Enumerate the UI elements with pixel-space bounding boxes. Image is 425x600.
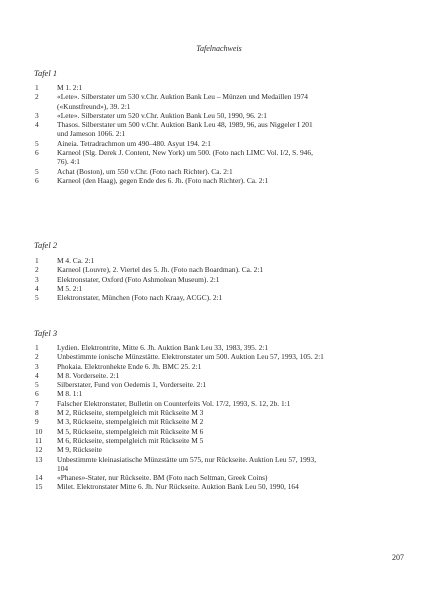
list-item bbox=[34, 380, 404, 389]
entry-text: Aineia. Tetradrachmon um 490–480. Asyut 194. 2:1 bbox=[57, 138, 211, 148]
list-item bbox=[34, 92, 404, 111]
list-item bbox=[34, 148, 404, 167]
entry-number: 6 bbox=[35, 148, 39, 158]
entry-text: «Lete». Silberstater um 530 v.Chr. Auktion Bank Leu – Münzen und Medaillen 1974 («Kunstfreund»), 39. 2:1 bbox=[57, 92, 308, 111]
entry-text: M 6, Rückseite, stempelgleich mit Rückseite M 5 bbox=[57, 435, 204, 445]
section-title-tafel-1: Tafel 1 bbox=[34, 68, 58, 78]
list-item bbox=[34, 408, 404, 417]
entry-number: 5 bbox=[35, 166, 39, 176]
list-item bbox=[34, 436, 404, 445]
list-item bbox=[34, 417, 404, 426]
entry-number: 4 bbox=[35, 120, 39, 130]
entry-text: Phokaia. Elektronhekte Ende 6. Jh. BMC 25. 2:1 bbox=[57, 361, 202, 371]
entry-number: 9 bbox=[35, 417, 39, 427]
entry-text: Falscher Elektronstater, Bulletin on Counterfeits Vol. 17/2, 1993, S. 12, 2b. 1:1 bbox=[57, 398, 291, 408]
entry-text: Milet. Elektronstater Mitte 6. Jh. Nur Rückseite. Auktion Bank Leu 50, 1990, 164 bbox=[57, 482, 299, 492]
list-item bbox=[34, 482, 404, 491]
entry-number: 1 bbox=[35, 256, 39, 265]
entry-number: 8 bbox=[35, 408, 39, 418]
entry-number: 3 bbox=[35, 110, 39, 120]
page-number: 207 bbox=[392, 553, 404, 562]
entry-text: «Lete». Silberstater um 520 v.Chr. Auktion Bank Leu 50, 1990, 96. 2:1 bbox=[57, 110, 267, 120]
list-item bbox=[34, 83, 404, 92]
entry-number: 6 bbox=[35, 389, 39, 399]
list-item bbox=[34, 275, 404, 284]
entry-number: 2 bbox=[35, 265, 39, 275]
entry-number: 10 bbox=[35, 426, 43, 436]
list-item bbox=[34, 176, 404, 185]
entry-text: M 3, Rückseite, stempelgleich mit Rückseite M 2 bbox=[57, 417, 204, 427]
list-item bbox=[34, 265, 404, 274]
entry-number: 2 bbox=[35, 92, 39, 102]
entry-number: 1 bbox=[35, 83, 39, 92]
section-title-tafel-2: Tafel 2 bbox=[34, 240, 58, 250]
entry-text: Thasos. Silberstater um 500 v.Chr. Auktion Bank Leu 48, 1989, 96, aus Niggeler I 201 und Jameson 1066. 2:1 bbox=[57, 120, 313, 139]
entry-text: Lydien. Elektrontrite, Mitte 6. Jh. Auktion Bank Leu 33, 1983, 395. 2:1 bbox=[57, 343, 269, 352]
running-head: Tafelnachweis bbox=[196, 44, 242, 53]
entry-number: 7 bbox=[35, 398, 39, 408]
entry-text: M 1. 2:1 bbox=[57, 83, 83, 92]
entry-number: 6 bbox=[35, 175, 39, 185]
entry-number: 3 bbox=[35, 274, 39, 284]
entry-text: M 4. Ca. 2:1 bbox=[57, 256, 95, 265]
entry-number: 13 bbox=[35, 454, 43, 464]
entry-text: Unbestimmte ionische Münzstätte. Elektronstater um 500. Auktion Leu 57, 1993, 105. 2:1 bbox=[57, 352, 324, 362]
list-item bbox=[34, 473, 404, 482]
entries-tafel-3 bbox=[34, 343, 404, 492]
list-item bbox=[34, 352, 404, 361]
list-item bbox=[34, 256, 404, 265]
list-item bbox=[34, 139, 404, 148]
entry-number: 14 bbox=[35, 473, 43, 483]
entry-number: 5 bbox=[35, 293, 39, 303]
entry-number: 4 bbox=[35, 283, 39, 293]
entry-number: 2 bbox=[35, 352, 39, 362]
entry-text: M 9, Rückseite bbox=[57, 445, 102, 455]
list-item bbox=[34, 111, 404, 120]
list-item bbox=[34, 293, 404, 302]
entry-number: 15 bbox=[35, 482, 43, 492]
entry-number: 1 bbox=[35, 343, 39, 352]
list-item bbox=[34, 455, 404, 474]
list-item bbox=[34, 371, 404, 380]
list-item bbox=[34, 399, 404, 408]
entry-text: M 5, Rückseite, stempelgleich mit Rückseite M 6 bbox=[57, 426, 204, 436]
entry-text: M 8. Vorderseite. 2:1 bbox=[57, 370, 120, 380]
entry-number: 4 bbox=[35, 370, 39, 380]
list-item bbox=[34, 343, 404, 352]
entries-tafel-2 bbox=[34, 256, 404, 302]
entry-text: Unbestimmte kleinasiatische Münzstätte um 575, nur Rückseite. Auktion Leu 57, 1993, 104 bbox=[57, 454, 317, 473]
entry-text: M 8. 1:1 bbox=[57, 389, 83, 399]
entry-number: 12 bbox=[35, 445, 43, 455]
list-item bbox=[34, 445, 404, 454]
entry-text: Silberstater, Fund von Oedemis 1, Vorderseite. 2:1 bbox=[57, 380, 207, 390]
list-item bbox=[34, 427, 404, 436]
entry-text: M 5. 2:1 bbox=[57, 283, 83, 293]
entry-number: 5 bbox=[35, 380, 39, 390]
entry-text: Karneol (Louvre), 2. Viertel des 5. Jh. (Foto nach Boardman). Ca. 2:1 bbox=[57, 265, 264, 275]
entry-text: «Phanes»-Stater, nur Rückseite. BM (Foto nach Seltman, Greek Coins) bbox=[57, 473, 268, 483]
entries-tafel-1 bbox=[34, 83, 404, 185]
list-item bbox=[34, 389, 404, 398]
entry-text: Achat (Boston), um 550 v.Chr. (Foto nach Richter). Ca. 2:1 bbox=[57, 166, 233, 176]
entry-text: Karneol (Slg. Derek J. Content, New York) um 500. (Foto nach LIMC Vol. I/2, S. 946, 76). 4:1 bbox=[57, 148, 313, 167]
list-item bbox=[34, 120, 404, 139]
entry-number: 5 bbox=[35, 138, 39, 148]
entry-text: M 2, Rückseite, stempelgleich mit Rückseite M 3 bbox=[57, 408, 204, 418]
entry-text: Karneol (den Haag), gegen Ende des 6. Jh. (Foto nach Richter). Ca. 2:1 bbox=[57, 175, 269, 185]
list-item bbox=[34, 284, 404, 293]
entry-text: Elektronstater, München (Foto nach Kraay, ACGC). 2:1 bbox=[57, 293, 223, 303]
entry-text: Elektronstater, Oxford (Foto Ashmolean Museum). 2:1 bbox=[57, 274, 220, 284]
list-item bbox=[34, 167, 404, 176]
entry-number: 3 bbox=[35, 361, 39, 371]
list-item bbox=[34, 362, 404, 371]
section-title-tafel-3: Tafel 3 bbox=[34, 328, 58, 338]
entry-number: 11 bbox=[35, 435, 43, 445]
